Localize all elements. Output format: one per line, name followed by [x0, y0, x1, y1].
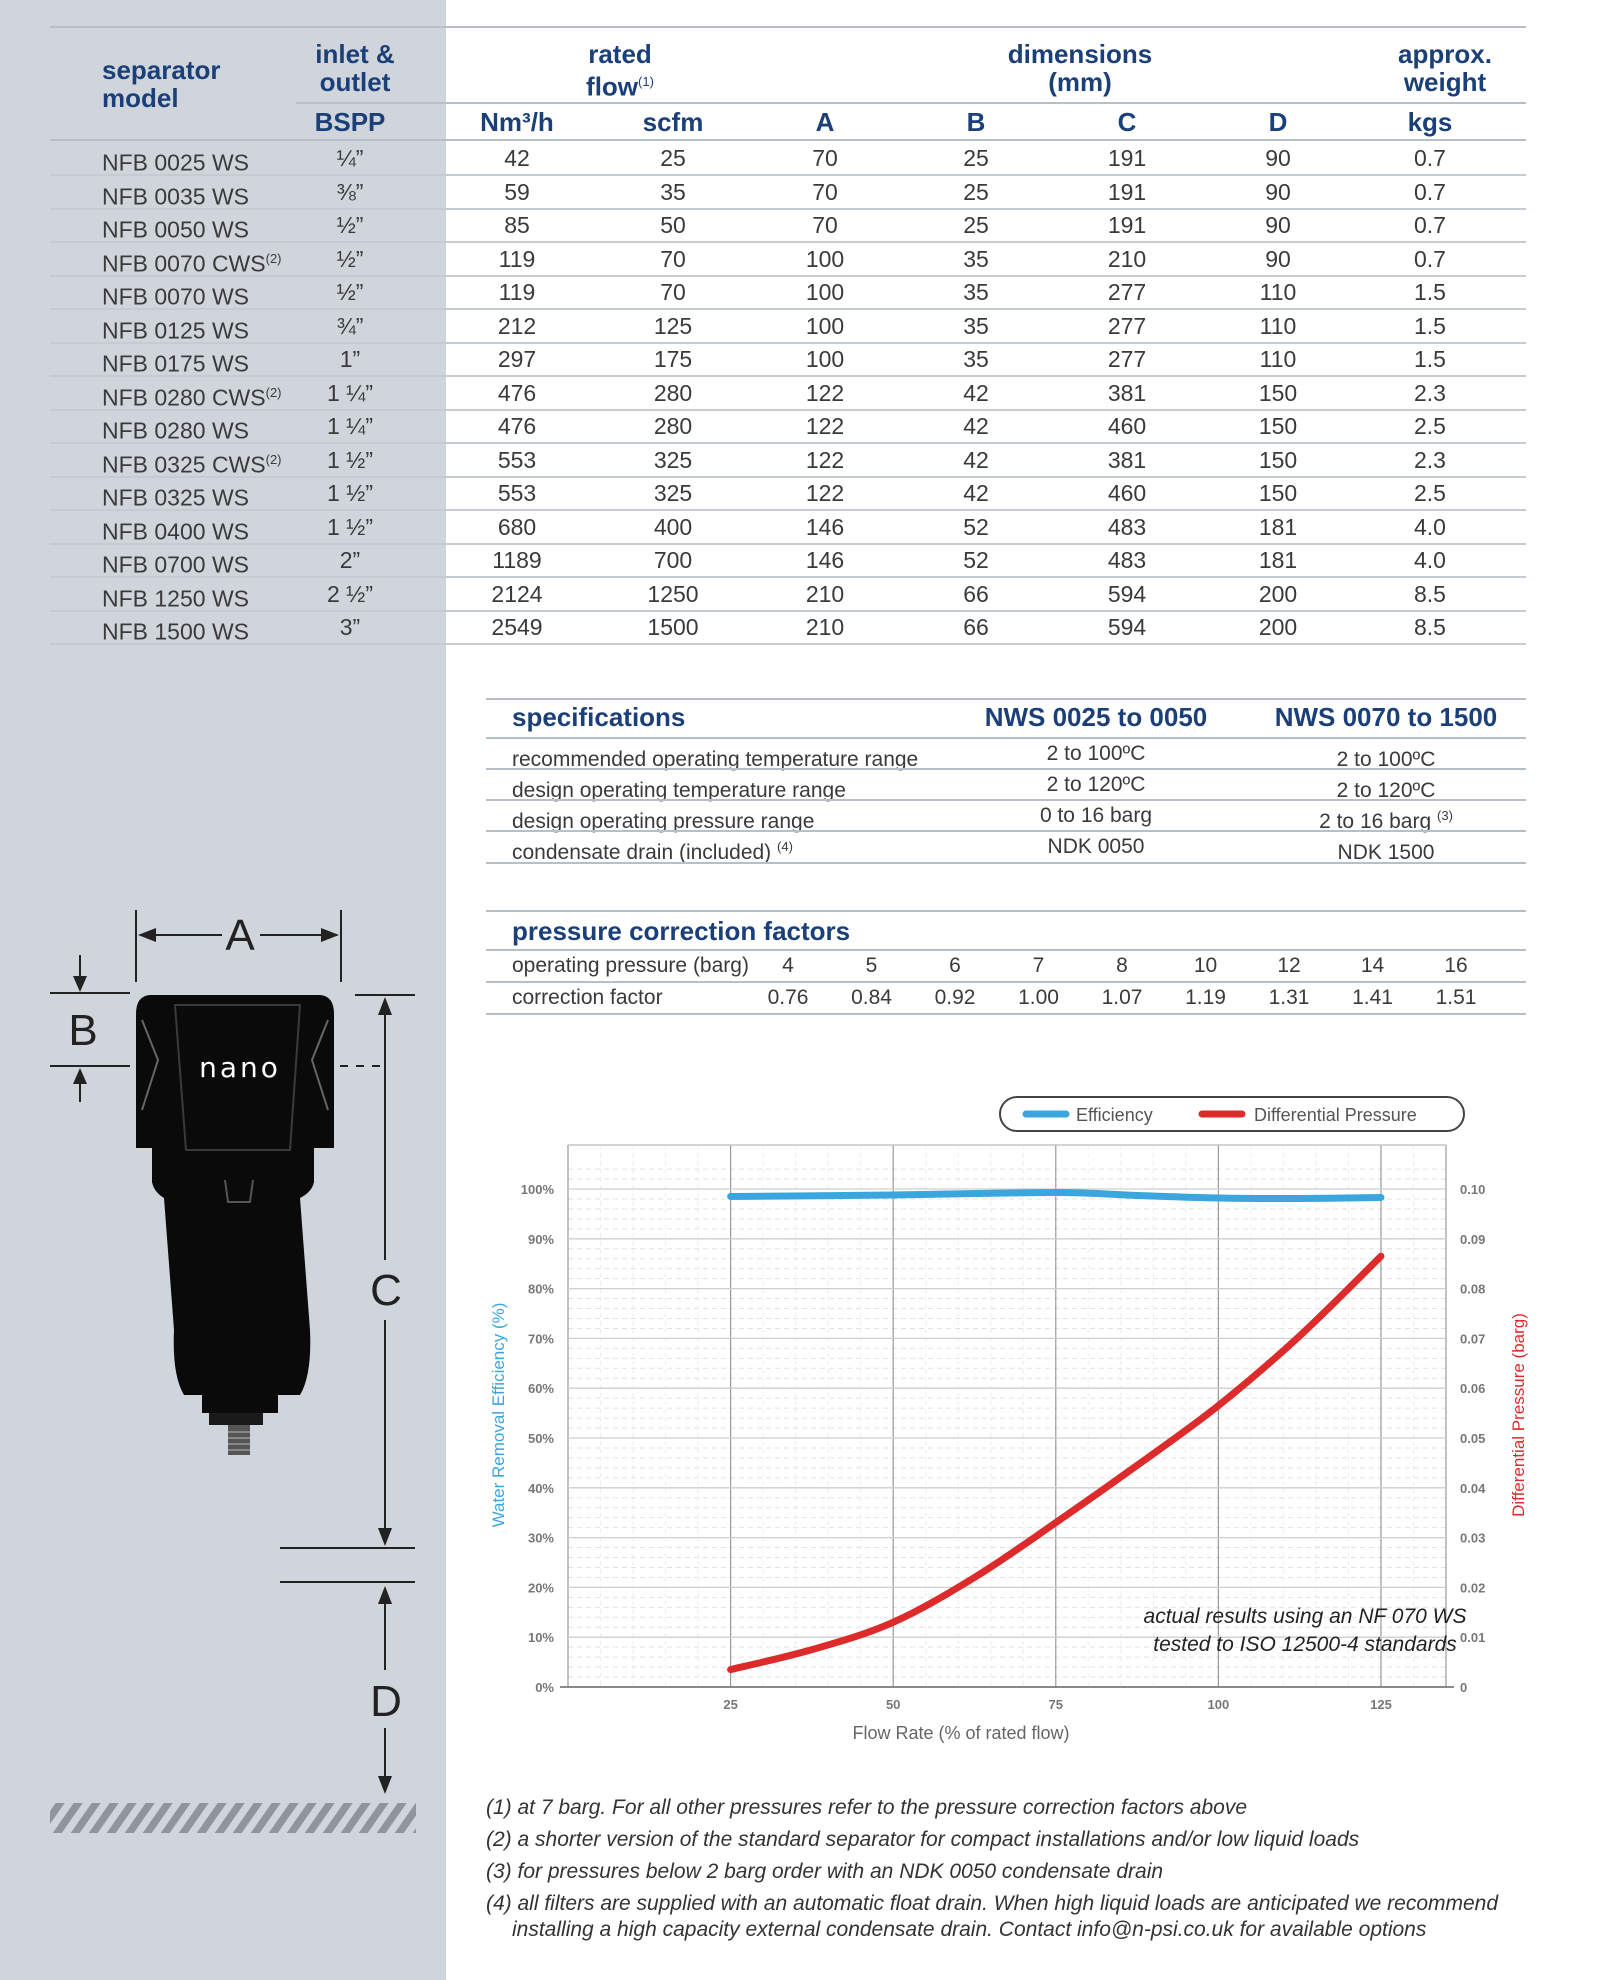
kgs-cell: 4.0	[1414, 513, 1446, 540]
kgs-cell: 8.5	[1414, 580, 1446, 607]
c-cell: 191	[1107, 145, 1147, 171]
a-cell: 122	[805, 446, 845, 473]
spec-row-value-1: 0 to 16 barg	[1039, 804, 1153, 827]
x-tick: 125	[1370, 1697, 1392, 1712]
scfm-cell: 125	[653, 312, 693, 339]
d-cell: 150	[1258, 446, 1298, 473]
model-cell: NFB 0400 WS	[102, 518, 249, 545]
model-cell: NFB 0325 CWS$^{(2)}$	[102, 451, 282, 478]
bspp-cell: ¼”	[336, 145, 364, 171]
model-cell: NFB 0050 WS	[102, 216, 249, 243]
subheader-1: Nm³/h	[480, 107, 554, 137]
y-axis-right-label: Differential Pressure (barg)	[1509, 1313, 1528, 1517]
pressure-value: 7	[1032, 954, 1045, 977]
bspp-cell: ½”	[336, 279, 364, 305]
correction-factor-value: 0.84	[851, 986, 892, 1009]
correction-factor-value: 0.92	[934, 986, 976, 1009]
y-tick-left: 10%	[527, 1630, 554, 1646]
x-axis-label: Flow Rate (% of rated flow)	[852, 1723, 1070, 1743]
subheader-4: B	[966, 107, 986, 137]
subheader-5: C	[1117, 107, 1137, 137]
b-cell: 42	[963, 446, 989, 473]
b-cell: 35	[963, 279, 989, 305]
table-row	[50, 342, 1526, 376]
spec-col1-header: NWS 0025 to 0050	[984, 702, 1208, 732]
bspp-cell: 1”	[339, 346, 361, 372]
b-cell: 25	[963, 178, 989, 205]
chart-annotation-line2: tested to ISO 12500-4 standards	[1153, 1633, 1457, 1656]
spec-row-label: recommended operating temperature range	[512, 748, 919, 771]
table-row	[50, 443, 1526, 477]
nm3h-cell: 553	[497, 446, 537, 473]
table-row	[50, 543, 1526, 577]
y-tick-left: 80%	[527, 1281, 554, 1297]
x-tick: 100	[1207, 1697, 1230, 1712]
nm3h-cell: 476	[497, 413, 537, 439]
table-row	[50, 376, 1526, 410]
spec-row-value-2: NDK 1500	[1337, 841, 1435, 864]
c-cell: 381	[1107, 379, 1147, 406]
c-cell: 460	[1107, 480, 1147, 506]
d-cell: 90	[1265, 245, 1291, 272]
d-cell: 90	[1265, 145, 1291, 171]
subheader-6: D	[1268, 107, 1288, 137]
b-cell: 35	[963, 346, 989, 372]
subheader-2: scfm	[642, 107, 704, 137]
y-tick-right: 0.09	[1460, 1231, 1486, 1247]
nm3h-cell: 42	[504, 145, 530, 171]
y-tick-left: 50%	[527, 1431, 554, 1446]
scfm-cell: 70	[660, 279, 686, 305]
model-cell: NFB 0280 WS	[102, 417, 249, 444]
c-cell: 277	[1107, 279, 1147, 305]
spec-col2-header: NWS 0070 to 1500	[1274, 702, 1498, 732]
nm3h-cell: 85	[504, 212, 530, 238]
specifications-title: specifications	[512, 702, 686, 732]
d-cell: 200	[1258, 580, 1298, 607]
c-cell: 191	[1107, 178, 1147, 205]
pressure-value: 5	[865, 954, 878, 977]
y-tick-left: 70%	[527, 1331, 554, 1347]
bspp-cell: 2 ½”	[326, 580, 374, 607]
x-tick: 75	[1048, 1697, 1064, 1712]
spec-row-label: design operating pressure range	[512, 810, 815, 833]
correction-factor-value: 1.31	[1268, 986, 1310, 1009]
y-axis-left-label: Water Removal Efficiency (%)	[489, 1302, 508, 1528]
c-cell: 277	[1107, 346, 1147, 372]
performance-chart	[476, 1085, 1536, 1755]
kgs-cell: 1.5	[1414, 312, 1446, 339]
dim-label-d: D	[370, 1677, 402, 1726]
a-cell: 70	[812, 212, 838, 238]
a-cell: 70	[812, 178, 838, 205]
nm3h-cell: 119	[498, 245, 536, 272]
nm3h-cell: 2549	[491, 614, 543, 640]
y-tick-right: 0.02	[1460, 1580, 1486, 1596]
correction-factor-label: correction factor	[512, 986, 663, 1009]
scfm-cell: 25	[660, 145, 686, 171]
a-cell: 100	[805, 346, 845, 372]
table-row	[50, 610, 1526, 644]
pressure-value: 10	[1193, 954, 1218, 977]
a-cell: 122	[805, 480, 845, 506]
bspp-cell: ½”	[336, 212, 364, 238]
model-cell: NFB 0700 WS	[102, 551, 249, 578]
y-tick-left: 0%	[535, 1680, 554, 1695]
subheader-row	[50, 108, 1526, 138]
bspp-cell: ⅜”	[336, 178, 364, 205]
scfm-cell: 175	[653, 346, 693, 372]
correction-factor-value: 1.41	[1352, 986, 1393, 1009]
correction-factor-value: 1.00	[1018, 986, 1059, 1009]
y-tick-left: 20%	[527, 1580, 554, 1596]
kgs-cell: 1.5	[1414, 279, 1446, 305]
nm3h-cell: 2124	[491, 580, 543, 607]
b-cell: 42	[963, 480, 989, 506]
spec-row-value-1: 2 to 120ºC	[1046, 773, 1146, 796]
d-cell: 90	[1265, 212, 1291, 238]
pressure-correction-title: pressure correction factors	[512, 916, 851, 946]
nm3h-cell: 680	[497, 513, 537, 540]
spec-row-value-2: 2 to 100ºC	[1336, 748, 1436, 771]
x-tick: 25	[723, 1697, 738, 1712]
c-cell: 483	[1107, 547, 1147, 573]
correction-factor-value: 0.76	[767, 986, 809, 1009]
specifications-table	[486, 698, 1526, 868]
y-tick-right: 0.03	[1460, 1530, 1486, 1546]
subheader-3: A	[815, 107, 835, 137]
kgs-cell: 2.3	[1414, 446, 1446, 473]
d-cell: 200	[1258, 614, 1298, 640]
table-row	[50, 242, 1526, 276]
filter-dimension-diagram	[0, 880, 446, 1860]
bspp-cell: ½”	[336, 245, 364, 272]
brand-logo: nano	[199, 1051, 281, 1084]
pressure-value: 8	[1116, 954, 1128, 977]
scfm-cell: 50	[660, 212, 686, 238]
c-cell: 277	[1107, 312, 1147, 339]
chart-annotation-line1: actual results using an NF 070 WS	[1143, 1605, 1467, 1628]
d-cell: 110	[1259, 312, 1297, 339]
dim-label-b: B	[68, 1006, 98, 1055]
y-tick-left: 40%	[527, 1480, 554, 1496]
bspp-cell: 1 ½”	[326, 513, 374, 540]
c-cell: 594	[1107, 614, 1147, 640]
b-cell: 42	[963, 379, 989, 406]
table-row	[50, 275, 1526, 309]
operating-pressure-label: operating pressure (barg)	[512, 954, 749, 977]
a-cell: 100	[805, 279, 845, 305]
spec-row-value-2: 2 to 120ºC	[1336, 779, 1436, 802]
table-row	[50, 175, 1526, 209]
c-cell: 381	[1107, 446, 1147, 473]
y-tick-right: 0.01	[1460, 1630, 1486, 1646]
c-cell: 483	[1107, 513, 1147, 540]
scfm-cell: 400	[653, 513, 693, 540]
scfm-cell: 325	[653, 446, 693, 473]
table-row	[50, 510, 1526, 544]
table-row	[50, 208, 1526, 242]
a-cell: 122	[805, 413, 845, 439]
kgs-cell: 0.7	[1414, 178, 1446, 205]
b-cell: 35	[963, 312, 989, 339]
y-tick-right: 0.04	[1460, 1480, 1486, 1496]
scfm-cell: 700	[653, 547, 693, 573]
a-cell: 100	[805, 312, 845, 339]
spec-row-value-1: NDK 0050	[1047, 835, 1145, 858]
model-cell: NFB 0025 WS	[102, 149, 249, 176]
a-cell: 100	[805, 245, 845, 272]
a-cell: 70	[812, 145, 838, 171]
nm3h-cell: 212	[497, 312, 537, 339]
b-cell: 35	[963, 245, 989, 272]
b-cell: 66	[963, 580, 989, 607]
kgs-cell: 0.7	[1414, 145, 1446, 171]
legend-efficiency-label: Efficiency	[1076, 1105, 1153, 1125]
scfm-cell: 1500	[647, 614, 699, 640]
a-cell: 210	[805, 614, 845, 640]
bspp-cell: 2”	[339, 547, 361, 573]
d-cell: 181	[1258, 513, 1298, 540]
pressure-value: 6	[949, 954, 961, 977]
x-tick: 50	[885, 1697, 901, 1712]
d-cell: 90	[1265, 178, 1291, 205]
ground-hatch	[50, 1803, 416, 1833]
kgs-cell: 2.5	[1414, 413, 1446, 439]
pressure-value: 12	[1277, 954, 1301, 977]
bspp-cell: 1 ½”	[326, 446, 374, 473]
b-cell: 25	[963, 145, 989, 171]
b-cell: 66	[963, 614, 989, 640]
pressure-value: 16	[1444, 954, 1468, 977]
table-top-rule	[50, 26, 1526, 28]
bspp-cell: 3”	[339, 614, 361, 640]
y-tick-right: 0.08	[1460, 1281, 1486, 1297]
nm3h-cell: 119	[498, 279, 536, 305]
subheader-0: BSPP	[314, 107, 386, 137]
header-rated-flow: rated flow$^{(1)}$	[586, 39, 654, 102]
model-cell: NFB 1250 WS	[102, 585, 249, 612]
b-cell: 52	[963, 513, 989, 540]
header-inlet: inlet & outlet	[315, 39, 395, 97]
kgs-cell: 8.5	[1414, 614, 1446, 640]
d-cell: 110	[1259, 279, 1297, 305]
y-tick-right: 0.10	[1460, 1182, 1486, 1197]
nm3h-cell: 59	[504, 178, 530, 205]
b-cell: 25	[963, 212, 989, 238]
c-cell: 594	[1107, 580, 1147, 607]
spec-row-label: design operating temperature range	[512, 779, 846, 802]
bspp-cell: 1 ½”	[326, 480, 374, 506]
c-cell: 210	[1107, 245, 1147, 272]
footnote-3: (3) for pressures below 2 barg order with an NDK 0050 condensate drain	[486, 1860, 1164, 1883]
y-tick-right: 0.07	[1460, 1331, 1486, 1347]
model-cell: NFB 0280 CWS$^{(2)}$	[102, 384, 282, 411]
nm3h-cell: 553	[497, 480, 537, 506]
header-model: separator model	[102, 55, 221, 113]
a-cell: 122	[805, 379, 845, 406]
scfm-cell: 325	[653, 480, 693, 506]
a-cell: 146	[805, 547, 845, 573]
scfm-cell: 35	[660, 178, 686, 205]
dim-label-a: A	[225, 911, 255, 960]
footnote-4-line1: (4) all filters are supplied with an automatic float drain. When high liquid loads are anticipated we recommend	[486, 1892, 1499, 1915]
footnote-2: (2) a shorter version of the standard separator for compact installations and/or low liquid loads	[486, 1828, 1360, 1851]
y-tick-left: 60%	[527, 1381, 554, 1397]
d-cell: 150	[1258, 413, 1298, 439]
y-tick-left: 30%	[527, 1530, 554, 1546]
table-row	[50, 309, 1526, 343]
model-cell: NFB 1500 WS	[102, 618, 249, 645]
nm3h-cell: 297	[497, 346, 537, 372]
footnote-4	[486, 1888, 1498, 1941]
spec-row-value-1: 2 to 100ºC	[1046, 742, 1146, 765]
header-weight: approx. weight	[1398, 39, 1492, 97]
model-cell: NFB 0035 WS	[102, 183, 249, 210]
subheader-7: kgs	[1407, 107, 1453, 137]
c-cell: 191	[1107, 212, 1147, 238]
d-cell: 181	[1258, 547, 1298, 573]
table-row	[50, 141, 1526, 175]
nm3h-cell: 1189	[492, 547, 542, 573]
correction-factor-value: 1.51	[1435, 986, 1477, 1009]
model-cell: NFB 0175 WS	[102, 350, 249, 377]
kgs-cell: 2.5	[1414, 480, 1446, 506]
dim-label-c: C	[370, 1266, 402, 1315]
table-row	[50, 476, 1526, 510]
nm3h-cell: 476	[497, 379, 537, 406]
c-cell: 460	[1107, 413, 1147, 439]
model-cell: NFB 0070 CWS$^{(2)}$	[102, 250, 282, 277]
correction-factor-value: 1.19	[1185, 986, 1226, 1009]
model-cell: NFB 0070 WS	[102, 283, 249, 310]
b-cell: 52	[963, 547, 989, 573]
d-cell: 150	[1258, 379, 1298, 406]
scfm-cell: 280	[653, 413, 693, 439]
kgs-cell: 2.3	[1414, 379, 1446, 406]
y-tick-left: 90%	[527, 1231, 554, 1247]
pressure-value: 4	[782, 954, 794, 977]
kgs-cell: 1.5	[1414, 346, 1446, 372]
footnote-1: (1) at 7 barg. For all other pressures refer to the pressure correction factors above	[486, 1796, 1248, 1819]
header-dimensions: dimensions (mm)	[1007, 39, 1153, 97]
b-cell: 42	[963, 413, 989, 439]
scfm-cell: 1250	[647, 580, 699, 607]
pressure-value: 14	[1360, 954, 1385, 977]
d-cell: 110	[1259, 346, 1297, 372]
d-cell: 150	[1258, 480, 1298, 506]
spec-row-label: condensate drain (included) $^{(4)}$	[512, 839, 793, 864]
y-tick-right: 0.06	[1460, 1381, 1486, 1397]
correction-factor-value: 1.07	[1101, 986, 1143, 1009]
bspp-cell: 1 ¼”	[326, 413, 374, 439]
a-cell: 210	[805, 580, 845, 607]
y-tick-right: 0.05	[1460, 1431, 1486, 1446]
y-tick-left: 100%	[520, 1182, 554, 1197]
kgs-cell: 4.0	[1414, 547, 1446, 573]
kgs-cell: 0.7	[1414, 212, 1446, 238]
model-cell: NFB 0325 WS	[102, 484, 249, 511]
scfm-cell: 70	[660, 245, 686, 272]
bspp-cell: 1 ¼”	[326, 379, 374, 406]
model-cell: NFB 0125 WS	[102, 317, 249, 344]
y-tick-right: 0	[1460, 1680, 1468, 1695]
spec-row-value-2: 2 to 16 barg $^{(3)}$	[1319, 808, 1453, 833]
legend-dp-label: Differential Pressure	[1254, 1105, 1417, 1125]
footnote-4-line2: installing a high capacity external condensate drain. Contact info@n-psi.co.uk for available options	[512, 1918, 1427, 1941]
scfm-cell: 280	[653, 379, 693, 406]
header-mid-rule	[296, 102, 1526, 104]
table-row	[50, 409, 1526, 443]
table-row	[50, 577, 1526, 611]
kgs-cell: 0.7	[1414, 245, 1446, 272]
bspp-cell: ¾”	[336, 312, 364, 339]
pressure-correction-table	[486, 910, 1526, 1010]
a-cell: 146	[805, 513, 845, 540]
